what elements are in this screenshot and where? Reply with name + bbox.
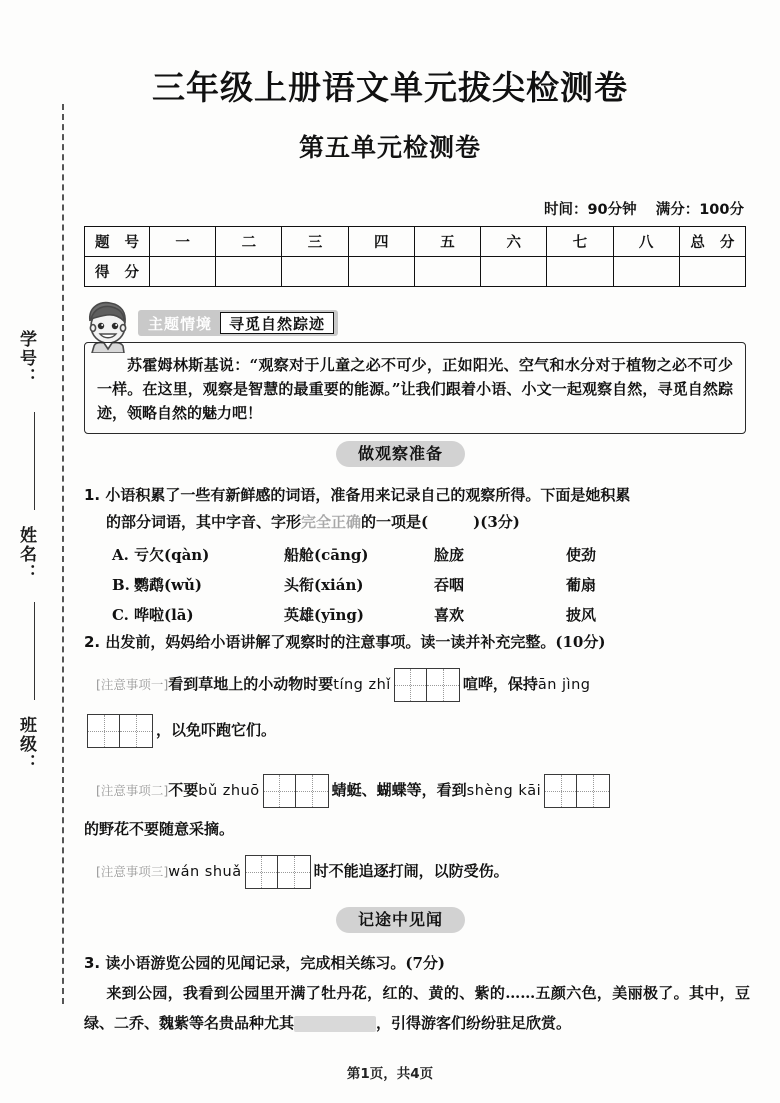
answer-grid[interactable] [263, 774, 329, 808]
score-table-row2-header: 得 分 [85, 257, 150, 287]
notice-2-pinyin-1: bǔ zhuō [198, 783, 260, 799]
fold-dashed-line [62, 104, 64, 1004]
fill-in-blank[interactable] [294, 1016, 376, 1032]
option-a-label: A. [112, 546, 129, 564]
question-2 [84, 629, 750, 656]
table-row [85, 227, 746, 257]
name-rule [34, 602, 35, 700]
score-col-1: 一 [150, 227, 216, 257]
time-label: 时间：90分钟 [543, 202, 637, 218]
score-col-8: 八 [613, 227, 679, 257]
option-a-item-1: 亏欠(qàn) [134, 546, 210, 564]
option-b-item-1: 鹦鹉(wǔ) [134, 576, 203, 594]
option-c-item-4: 披风 [566, 606, 597, 624]
notice-item-3 [96, 855, 756, 889]
option-a-item-4: 使劲 [566, 546, 597, 564]
answer-grid[interactable] [544, 774, 610, 808]
theme-badge-label: 主题情境 [148, 314, 213, 333]
notice-1-tag: [注意事项一] [96, 677, 169, 692]
notice-1-seg2: 喧哗，保持 [462, 675, 538, 693]
notice-item-1-continued [84, 714, 276, 748]
question-3-stem: 读小语游览公园的见闻记录，完成相关练习。(7分) [105, 954, 446, 972]
notice-1-pinyin-2: ān jìng [537, 677, 591, 693]
score-col-6: 六 [481, 227, 547, 257]
option-a-item-2: 船舱(cāng) [284, 546, 369, 564]
option-row-a[interactable] [112, 540, 752, 570]
option-a-item-3: 脸庞 [434, 546, 465, 564]
question-3-passage-part-b: ，引得游客们纷纷驻足欣赏。 [376, 1014, 572, 1032]
student-id-label: 学号： [16, 330, 36, 387]
student-id-rule [34, 412, 35, 510]
notice-1-seg1: 看到草地上的小动物时要 [168, 675, 334, 693]
question-1-line2 [106, 509, 772, 536]
question-1-options [112, 540, 752, 630]
question-2-stem: 出发前，妈妈给小语讲解了观察时的注意事项。读一读并补充完整。(10分) [105, 633, 606, 651]
option-row-b[interactable] [112, 570, 752, 600]
score-value-5[interactable] [414, 257, 480, 287]
notice-2-pinyin-2: shèng kāi [466, 783, 542, 799]
score-value-2[interactable] [216, 257, 282, 287]
option-b-item-4: 葡扇 [566, 576, 597, 594]
score-value-8[interactable] [613, 257, 679, 287]
section-header-1: 做观察准备 [336, 441, 465, 467]
question-3 [84, 950, 750, 977]
notice-item-2-continued [84, 818, 234, 839]
notice-3-tag: [注意事项三] [96, 864, 169, 879]
option-c-item-1: 哗啦(lā) [134, 606, 194, 624]
question-3-passage [84, 978, 750, 1038]
question-1-line2-part-a: 的部分词语，其中字音、字形 [106, 513, 302, 531]
score-col-3: 三 [282, 227, 348, 257]
score-col-7: 七 [547, 227, 613, 257]
score-value-7[interactable] [547, 257, 613, 287]
intro-box [84, 342, 746, 434]
notice-3-seg2: 时不能追逐打闹，以防受伤。 [313, 862, 509, 880]
notice-item-2 [96, 774, 756, 808]
question-1-number: 1. [84, 486, 101, 504]
question-1-line2-part-b: 的一项是( )(3分) [361, 513, 520, 531]
name-label: 姓名： [16, 526, 36, 583]
notice-1-cont: ，以免吓跑它们。 [156, 721, 277, 739]
option-c-item-2: 英雄(yīng) [284, 606, 365, 624]
page-title: 三年级上册语文单元拔尖检测卷 [152, 68, 628, 107]
notice-2-seg2: 蜻蜓、蝴蝶等，看到 [331, 781, 467, 799]
theme-topic-label: 寻觅自然踪迹 [220, 312, 334, 334]
score-table-row1-header: 题 号 [85, 227, 150, 257]
option-c-label: C. [112, 606, 129, 624]
score-value-6[interactable] [481, 257, 547, 287]
question-1 [84, 482, 750, 509]
score-value-total[interactable] [679, 257, 745, 287]
answer-grid[interactable] [87, 714, 153, 748]
notice-1-pinyin-1: tíng zhǐ [333, 677, 391, 693]
score-value-4[interactable] [348, 257, 414, 287]
notice-2-tag: [注意事项二] [96, 783, 169, 798]
score-value-3[interactable] [282, 257, 348, 287]
question-1-emphasis: 完全正确 [301, 513, 362, 531]
notice-2-cont: 的野花不要随意采摘。 [84, 820, 235, 838]
score-value-1[interactable] [150, 257, 216, 287]
notice-3-pinyin-1: wán shuǎ [168, 864, 242, 880]
intro-text: 苏霍姆林斯基说：“观察对于儿童之必不可少，正如阳光、空气和水分对于植物之必不可少一样。在这里，观察是智慧的最重要的能源。”让我们跟着小语、小文一起观察自然，寻觅自然踪迹，领略自然的魅力吧！ [97, 356, 733, 422]
question-1-line1: 小语积累了一些有新鲜感的词语，准备用来记录自己的观察所得。下面是她积累 [105, 486, 631, 504]
exam-meta [530, 198, 744, 219]
total-score-label: 满分：100分 [655, 202, 744, 218]
option-row-c[interactable] [112, 600, 752, 630]
score-table [84, 226, 746, 287]
table-row [85, 257, 746, 287]
class-label: 班级： [16, 716, 36, 773]
score-col-2: 二 [216, 227, 282, 257]
notice-item-1 [96, 668, 756, 702]
option-c-item-3: 喜欢 [434, 606, 465, 624]
theme-banner [138, 310, 338, 336]
answer-grid[interactable] [245, 855, 311, 889]
option-b-item-3: 吞咽 [434, 576, 465, 594]
score-col-5: 五 [414, 227, 480, 257]
score-col-total: 总 分 [679, 227, 745, 257]
score-col-4: 四 [348, 227, 414, 257]
answer-grid[interactable] [394, 668, 460, 702]
margin-info-column [8, 330, 54, 930]
option-b-label: B. [112, 576, 130, 594]
question-3-number: 3. [84, 954, 101, 972]
option-b-item-2: 头衔(xián) [284, 576, 364, 594]
section-header-2: 记途中见闻 [336, 907, 465, 933]
notice-2-seg1: 不要 [168, 781, 199, 799]
page-subtitle: 第五单元检测卷 [298, 133, 481, 162]
question-3-passage-part-a: 来到公园，我看到公园里开满了牡丹花，红的、黄的、紫的……五颜六色，美丽极了。其中，豆绿、二乔、魏紫等名贵品种尤其 [84, 984, 750, 1032]
page-footer: 第1页，共4页 [346, 1066, 434, 1082]
question-2-number: 2. [84, 633, 101, 651]
